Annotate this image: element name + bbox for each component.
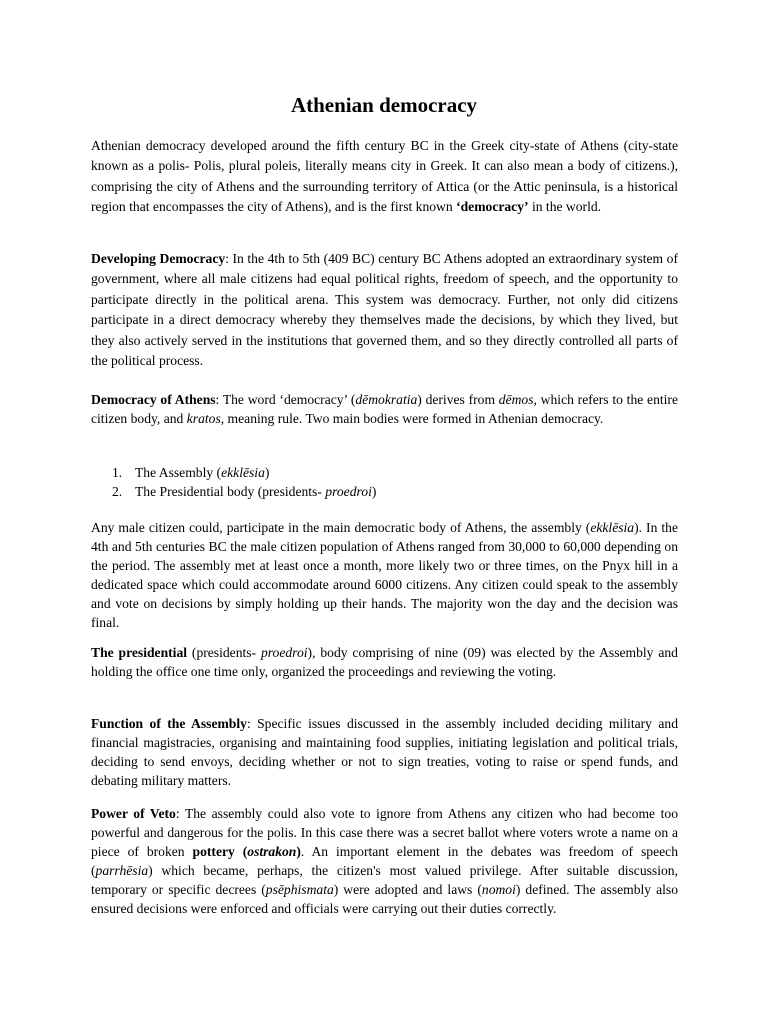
power-of-veto-heading: Power of Veto [91,806,176,821]
text-run: The Assembly ( [135,465,222,480]
italic-term: ekklēsia [590,520,635,535]
text-run: ). In the 4th and 5th centuries BC the male citizen population of Athens ranged from 30,000 to 60,000 depending on the period. The assembly met at least once a month, more likely two or three times, on the Pnyx hill in a dedicated space which could accommodate around 6000 citizens. Any citizen could speak to the assembly and vote on decisions by simply holding up their hands. The majority won the day and the decision was final. [91,520,678,631]
function-of-assembly-text: : Specific issues discussed in the assembly included deciding military and financial magistracies, organising and maintaining food supplies, initiating legislation and political trials, deciding to send envoys, deciding whether or not to sign treaties, voting to raise or spend funds, and debating military matters. [91,716,678,789]
list-number: 2. [112,484,123,499]
text-run: ) [264,465,270,480]
text-run: : The word ‘democracy’ ( [215,392,356,407]
power-of-veto-paragraph [91,804,678,919]
text-run: ) which became, perhaps, the citizen's most valued privilege. After suitable discussion, temporary or specific decrees ( [91,863,678,898]
presidential-heading: The presidential [91,645,188,660]
intro-text: Athenian democracy developed around the fifth century BC in the Greek city-state of Athens (city-state known as a polis- Polis, plural poleis, literally means city in Greek. It can also mean a body of citizens.), comprising the city of Athens and the surrounding territory of Attica (or the Attic peninsula, is a historical region that encompasses the city of Athens), and is the first known [91,138,678,215]
text-run: Any male citizen could, participate in the main democratic body of Athens, the assembly ( [91,520,591,535]
intro-paragraph [91,136,678,218]
democracy-of-athens-heading: Democracy of Athens [91,392,216,407]
bold-italic-term: ostrakon [247,844,297,860]
assembly-paragraph [91,518,678,633]
intro-bold-term: ‘democracy’ [456,199,529,215]
developing-democracy-heading: Developing Democracy [91,251,226,266]
text-run: ) [371,484,377,499]
italic-term: dēmokratia [355,392,418,407]
text-run: : The assembly could also vote to ignore from Athens any citizen who had become too powerful and dangerous for the polis. In this case there was a secret ballot where voters wrote a name on a piece of broken [91,806,678,860]
list-item [112,482,376,501]
text-run: ) defined. The assembly also ensured decisions were enforced and officials were carrying out their duties correctly. [91,882,678,917]
italic-term: proedroi [325,484,372,499]
italic-term: ekklēsia [221,465,265,480]
text-run: , which refers to the entire citizen body, and [91,392,678,427]
intro-text-end: in the world. [528,199,602,215]
list-item [112,463,376,482]
page-title: Athenian democracy [290,93,478,117]
text-run: , meaning rule. Two main bodies were formed in Athenian democracy. [220,411,604,427]
text-run: ), body comprising of nine (09) was elected by the Assembly and holding the office one time only, organized the proceedings and reviewing the voting. [91,645,678,680]
list-number: 1. [112,465,123,480]
function-of-assembly-paragraph [91,714,678,790]
bold-term: ) [296,844,301,860]
developing-democracy-text: : In the 4th to 5th (409 BC) century BC Athens adopted an extraordinary system of government, where all male citizens had equal political rights, freedom of speech, and the opportunity to participate directly in the political arena. This system was democracy. Further, not only did citizens participate in a direct democracy whereby they themselves made the decisions, by which they lived, but they also actively served in the institutions that governed them, and so they directly controlled all parts of the political process. [91,251,679,369]
developing-democracy-paragraph [91,249,678,371]
bodies-list [112,463,376,501]
text-run: (presidents- [187,645,261,660]
italic-term: nomoi [481,882,516,898]
italic-term: psēphismata [265,882,334,898]
democracy-of-athens-paragraph [91,390,678,428]
italic-term: dēmos [498,392,534,407]
text-run: The Presidential body (presidents- [135,484,326,499]
text-run: ) were adopted and laws ( [333,882,482,898]
italic-term: parrhēsia [95,863,149,879]
presidential-paragraph [91,643,678,681]
italic-term: proedroi [260,645,308,660]
text-run: ) derives from [417,392,499,407]
italic-term: kratos [186,411,221,427]
text-run: . An important element in the debates was freedom of speech ( [91,844,678,879]
function-of-assembly-heading: Function of the Assembly [91,716,247,731]
bold-term: pottery ( [192,844,248,860]
